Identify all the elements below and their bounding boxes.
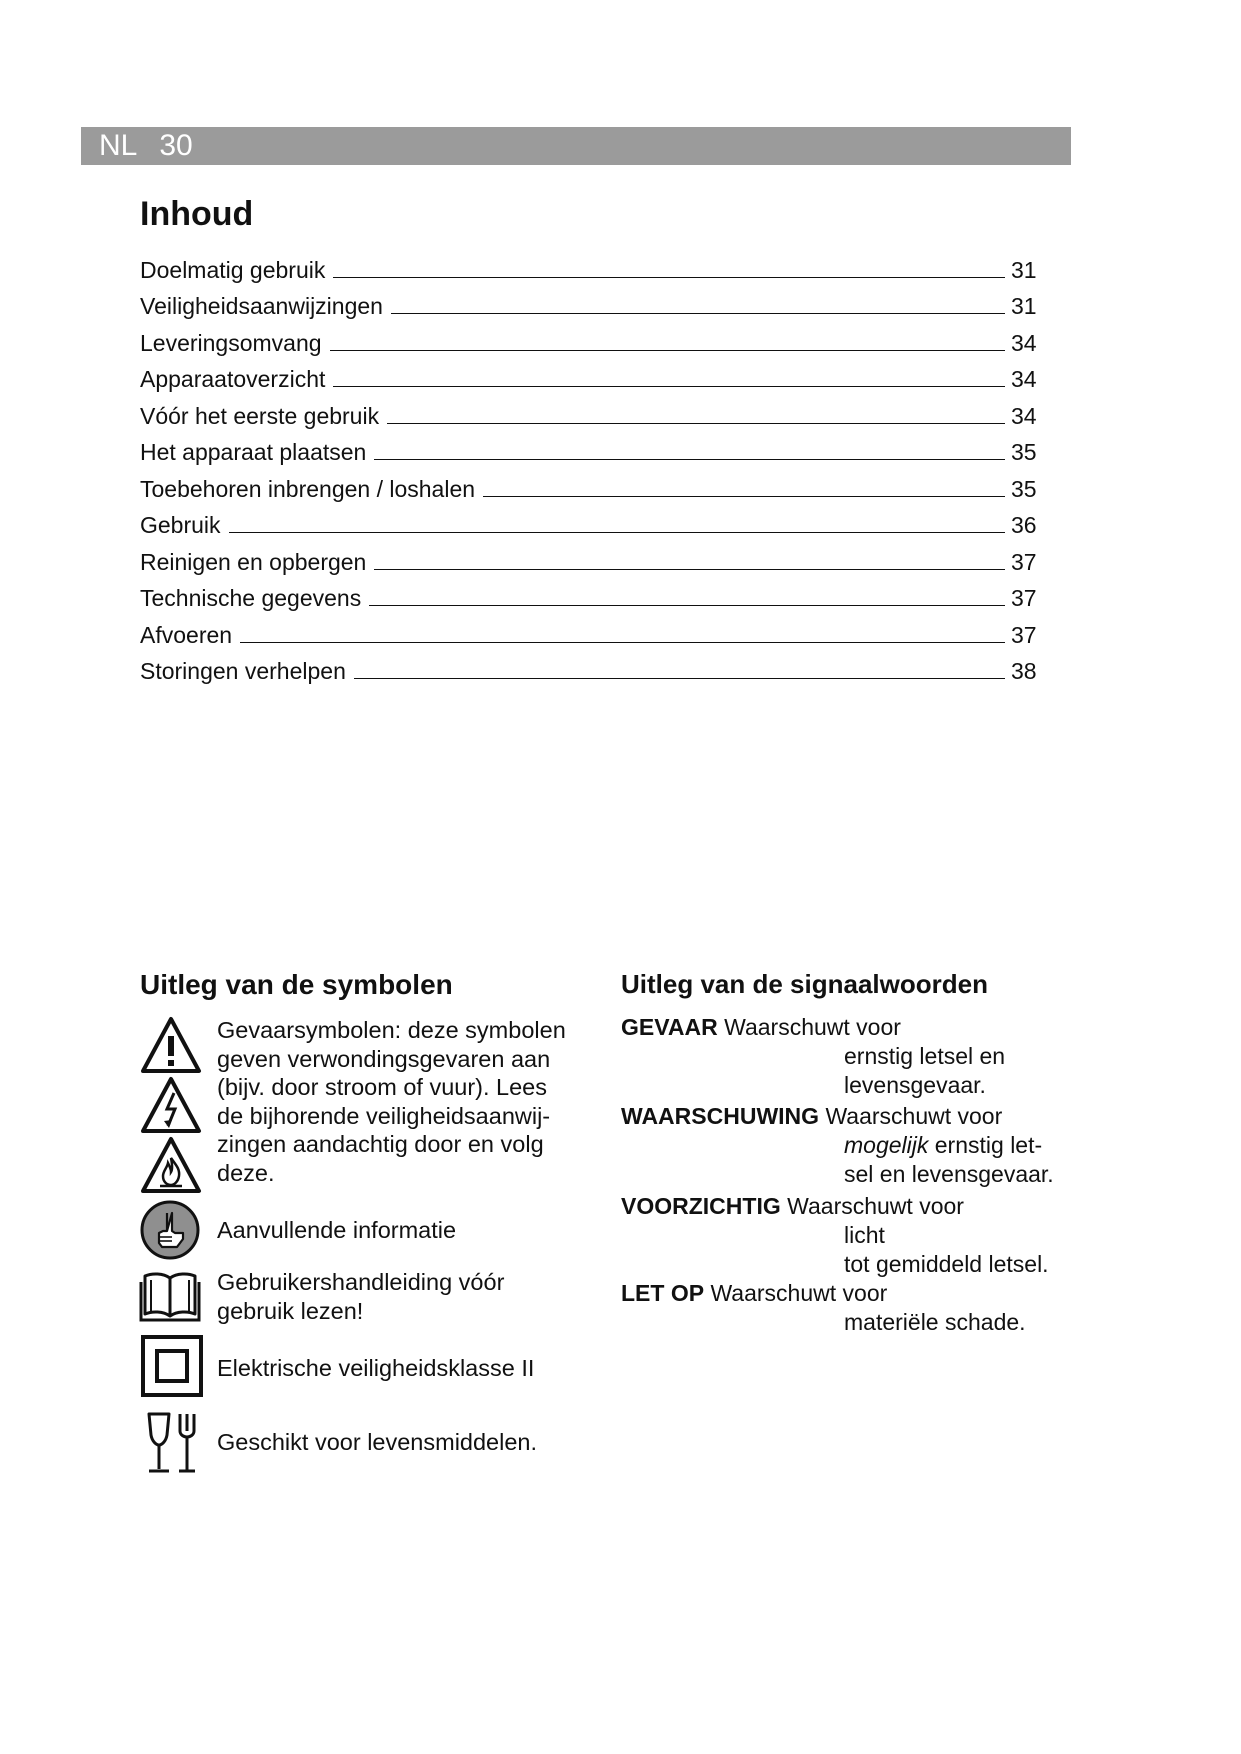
toc-entry [140,612,1045,649]
signal-waarschuwing-text-2: ernstig let- [928,1132,1043,1158]
toc-leader-line [483,496,1005,497]
signal-waarschuwing-italic: mogelijk [844,1132,929,1158]
signal-gevaar [621,1013,1071,1100]
toc-entry-page: 38 [1011,658,1037,684]
toc-leader-line [391,313,1005,314]
toc-entry-label: Veiligheidsaanwijzingen [140,293,383,319]
signal-voorzichtig-text-3: tot gemiddeld letsel. [844,1251,1049,1277]
signal-words-title: Uitleg van de signaalwoorden [621,969,988,999]
toc-entry-label: Apparaatoverzicht [140,366,326,392]
description-line: Gevaarsymbolen: deze symbolen [217,1017,566,1043]
signal-let-op-text-2: materiële schade. [844,1309,1026,1335]
toc-leader-line [369,605,1005,606]
description-line: gebruik lezen! [217,1297,364,1324]
toc-entry [140,430,1045,467]
description-line: geven verwondingsgevaren aan [217,1045,551,1072]
toc-leader-line [229,532,1005,533]
toc-entry-label: Technische gegevens [140,585,362,611]
language-code: NL [99,129,138,162]
manual-symbol-description [217,1268,504,1325]
toc-leader-line [333,277,1005,278]
toc-entry [140,320,1045,357]
warning-triangle-icon [140,1016,202,1074]
toc-entry [140,466,1045,503]
toc-entry-label: Vóór het eerste gebruik [140,402,380,429]
toc-leader-line [387,423,1005,424]
toc-entry-label: Doelmatig gebruik [140,256,326,283]
toc-leader-line [330,350,1005,351]
description-line: deze. [217,1159,275,1186]
toc-entry-page: 37 [1011,585,1037,611]
toc-entry [140,393,1045,430]
class2-symbol-text: Elektrische veiligheidsklasse II [217,1355,535,1381]
toc-entry-label: Toebehoren inbrengen / loshalen [140,475,476,502]
double-square-icon [141,1335,203,1397]
description-line: zingen aandachtig door en volg [217,1131,544,1157]
toc-entry [140,539,1045,576]
signal-voorzichtig-text: Waarschuwt voor [787,1193,964,1219]
toc-leader-line [333,386,1005,387]
toc-leader-line [354,678,1005,679]
signal-let-op-text: Waarschuwt voor [710,1280,888,1306]
signal-voorzichtig [621,1192,1071,1279]
toc-entry [140,357,1045,394]
glass-fork-icon [145,1411,203,1475]
description-line: (bijv. door stroom of vuur). Lees [217,1074,547,1100]
toc-entry-label: Reinigen en opbergen [140,548,367,575]
toc-entry-page: 34 [1011,366,1037,392]
signal-let-op [621,1279,1071,1337]
signal-word-waarschuwing: WAARSCHUWING [621,1103,820,1129]
hazard-symbols-description [217,1016,566,1187]
toc-entry-label: Het apparaat plaatsen [140,439,367,465]
page-number: 30 [159,129,193,162]
toc-entry [140,247,1045,284]
signal-word-gevaar: GEVAAR [621,1014,718,1040]
page-header-bar [81,127,1071,165]
toc-entry-label: Leveringsomvang [140,329,322,356]
open-book-icon [139,1270,201,1322]
signal-waarschuwing-text: Waarschuwt voor [825,1103,1003,1129]
signal-word-voorzichtig: VOORZICHTIG [621,1193,781,1219]
toc-entry-page: 31 [1011,256,1037,283]
signal-waarschuwing-line-2 [621,1131,1071,1160]
toc-entry [140,576,1045,613]
electric-shock-icon [140,1076,202,1134]
toc-entry-label: Gebruik [140,512,221,538]
toc-title: Inhoud [140,195,254,233]
fire-hazard-icon [140,1136,202,1194]
signal-gevaar-text: Waarschuwt voor [724,1014,901,1040]
toc-leader-line [374,569,1005,570]
hand-info-icon [139,1199,201,1261]
toc-entry-page: 34 [1011,329,1037,356]
toc-leader-line [240,642,1005,643]
toc-entry [140,649,1045,686]
toc-entry-page: 31 [1011,293,1037,319]
signal-gevaar-text-3: levensgevaar. [844,1072,986,1098]
toc-entry-page: 37 [1011,548,1037,575]
description-line: de bijhorende veiligheidsaanwij- [217,1102,551,1129]
toc-entry-page: 37 [1011,621,1037,648]
toc-entry-page: 36 [1011,512,1037,538]
signal-word-let-op: LET OP [621,1280,705,1306]
toc-entry-page: 34 [1011,402,1037,429]
signal-waarschuwing-text-3: sel en levensgevaar. [844,1161,1054,1187]
description-line: Gebruikershandleiding vóór [217,1269,505,1295]
symbols-title: Uitleg van de symbolen [140,969,453,1000]
toc-entry-page: 35 [1011,439,1037,465]
signal-waarschuwing [621,1102,1071,1189]
toc-entry-label: Storingen verhelpen [140,658,346,684]
signal-gevaar-text-2: ernstig letsel en [844,1043,1006,1069]
toc-entry [140,503,1045,540]
toc-leader-line [374,459,1005,460]
food-symbol-text: Geschikt voor levensmiddelen. [217,1429,538,1455]
table-of-contents [140,247,1045,685]
toc-entry-label: Afvoeren [140,621,233,648]
toc-entry [140,284,1045,321]
toc-entry-page: 35 [1011,475,1037,502]
signal-voorzichtig-text-2: licht [844,1222,885,1248]
info-symbol-text: Aanvullende informatie [217,1217,457,1243]
